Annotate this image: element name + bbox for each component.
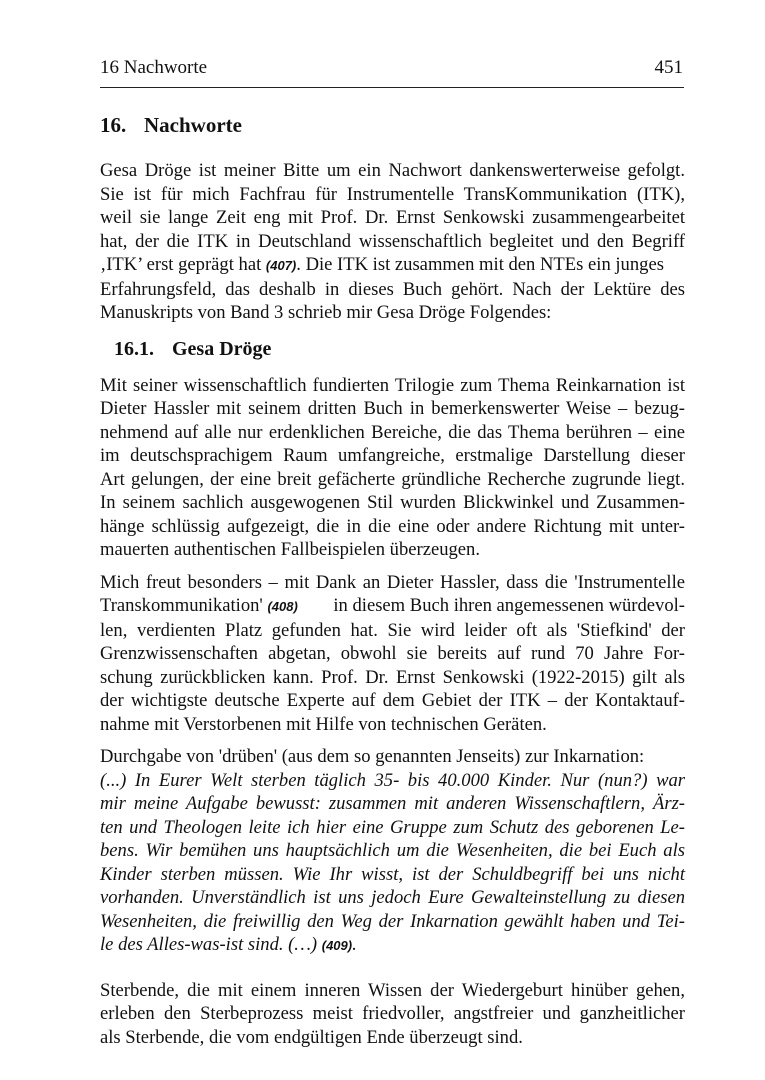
text-fragment: . — [352, 934, 357, 955]
text-line: Sie ist für mich Fachfrau für Instrumentelle TransKommunikation (ITK), — [100, 183, 685, 205]
paragraph-spacer — [100, 958, 685, 979]
text-line: Durchgabe von 'drüben' (aus dem so genannten Jenseits) zur Inkarnation: — [100, 746, 645, 767]
paragraph-transmission — [100, 745, 685, 958]
header-rule — [100, 87, 684, 88]
page-number: 451 — [654, 57, 683, 78]
text-line: nehmend auf alle nur erdenklichen Bereiche, die das Thema berühren – eine — [100, 421, 685, 443]
quote-line: mir meine Aufgabe bewusst: zusammen mit anderen Wissenschaftlern, Ärz- — [100, 793, 685, 814]
section-title: Gesa Dröge — [172, 337, 272, 360]
text-line: mauerten authentischen Fallbeispielen überzeugen. — [100, 539, 480, 560]
section-number: 16.1. — [114, 337, 154, 360]
page-body — [100, 111, 685, 1058]
quote-line: bens. Wir bemühen uns hauptsächlich um die Wesenheiten, die bei Euch als — [100, 840, 685, 861]
text-fragment: le des Alles-was-ist sind. (…) — [100, 934, 322, 955]
text-line: als Sterbende, die vom endgültigen Ende überzeugt sind. — [100, 1026, 523, 1048]
paragraph-dying — [100, 979, 685, 1050]
quote-line: Kinder sterben müssen. Wie Ihr wisst, ist der Schuldbegriff bei uns nicht — [100, 863, 685, 885]
quote-line: vorhanden. Unverständlich ist uns jedoch Eure Gewalteinstellung zu diesen — [100, 887, 685, 908]
text-line: Manuskripts von Band 3 schrieb mir Gesa Dröge Folgendes: — [100, 302, 552, 323]
text-fragment — [100, 594, 298, 619]
text-line: Erfahrungsfeld, das deshalb in dieses Buch gehört. Nach der Lektüre des — [100, 278, 685, 300]
reference-marker-408: (408) — [267, 599, 298, 614]
text-line: hat, der die ITK in Deutschland wissenschaftlich begleitet und den Begriff — [100, 230, 685, 252]
text-fragment: Transkommunikation' — [100, 595, 268, 616]
text-line: Mich freut besonders – mit Dank an Dieter Hassler, dass die 'Instrumentelle — [100, 571, 685, 593]
text-fragment: ‚ITK’ erst geprägt hat — [100, 254, 266, 275]
intro-paragraph — [100, 159, 685, 325]
text-line: im deutschsprachigem Raum umfangreiche, erstmalige Darstellung dieser — [100, 445, 685, 466]
text-line: erleben den Sterbeprozess meist friedvoller, angstfreier und ganzheitlicher — [100, 1003, 685, 1024]
text-line: Grenzwissenschaften abgetan, obwohl sie bereits auf rund 70 Jahre For- — [100, 643, 685, 664]
text-line: Dieter Hassler mit seinem dritten Buch in bemerkenswerter Weise – bezug- — [100, 398, 685, 419]
paragraph-itk — [100, 571, 685, 737]
reference-marker-409: (409) — [321, 938, 353, 953]
chapter-title: Nachworte — [144, 113, 242, 137]
text-line: nahme mit Verstorbenen mit Hilfe von technischen Geräten. — [100, 713, 547, 735]
text-fragment: . Die ITK ist zusammen mit den NTEs ein junges — [296, 254, 664, 275]
text-line: weil sie lange Zeit eng mit Prof. Dr. Ernst Senkowski zusammengearbeitet — [100, 207, 685, 228]
text-line: Sterbende, die mit einem inneren Wissen der Wiedergeburt hinüber gehen, — [100, 979, 685, 1001]
text-line: Gesa Dröge ist meiner Bitte um ein Nachwort dankenswerterweise gefolgt. — [100, 160, 685, 181]
chapter-number: 16. — [100, 113, 127, 137]
text-line: Mit seiner wissenschaftlich fundierten Trilogie zum Thema Reinkarnation ist — [100, 374, 685, 396]
text-line — [100, 253, 685, 278]
running-header-chapter: 16 Nachworte — [100, 57, 208, 78]
quote-line: Wesenheiten, die freiwillig den Weg der Inkarnation gewählt haben und Tei- — [100, 910, 685, 932]
text-line: der wichtigste deutsche Experte auf dem Gebiet der ITK – der Kontaktauf- — [100, 690, 685, 711]
text-line: schung zurückblicken kann. Prof. Dr. Ernst Senkowski (1922-2015) gilt als — [100, 666, 685, 688]
section-heading — [114, 336, 685, 362]
paragraph-trilogy — [100, 374, 685, 562]
reference-marker-407: (407) — [265, 258, 297, 273]
chapter-heading — [100, 111, 685, 139]
quote-line — [100, 933, 685, 958]
text-line: len, verdienten Platz gefunden hat. Sie wird leider oft als 'Stiefkind' der — [100, 619, 685, 641]
text-line: hänge schlüssig aufgezeigt, die in die eine oder andere Richtung mit unter- — [100, 515, 685, 537]
text-line — [100, 594, 685, 619]
quote-line: (...) In Eurer Welt sterben täglich 35- bis 40.000 Kinder. Nur (nun?) war — [100, 769, 685, 791]
quote-line: ten und Theologen leite ich hier eine Gruppe zum Schutz des geborenen Le- — [100, 816, 685, 838]
text-line: In seinem sachlich ausgewogenen Stil wurden Blickwinkel und Zusammen- — [100, 492, 685, 513]
text-fragment: in diesem Buch ihren angemessenen würdevol- — [328, 595, 685, 616]
text-line: Art gelungen, der eine breit gefächerte gründliche Recherche zugrunde liegt. — [100, 468, 685, 490]
